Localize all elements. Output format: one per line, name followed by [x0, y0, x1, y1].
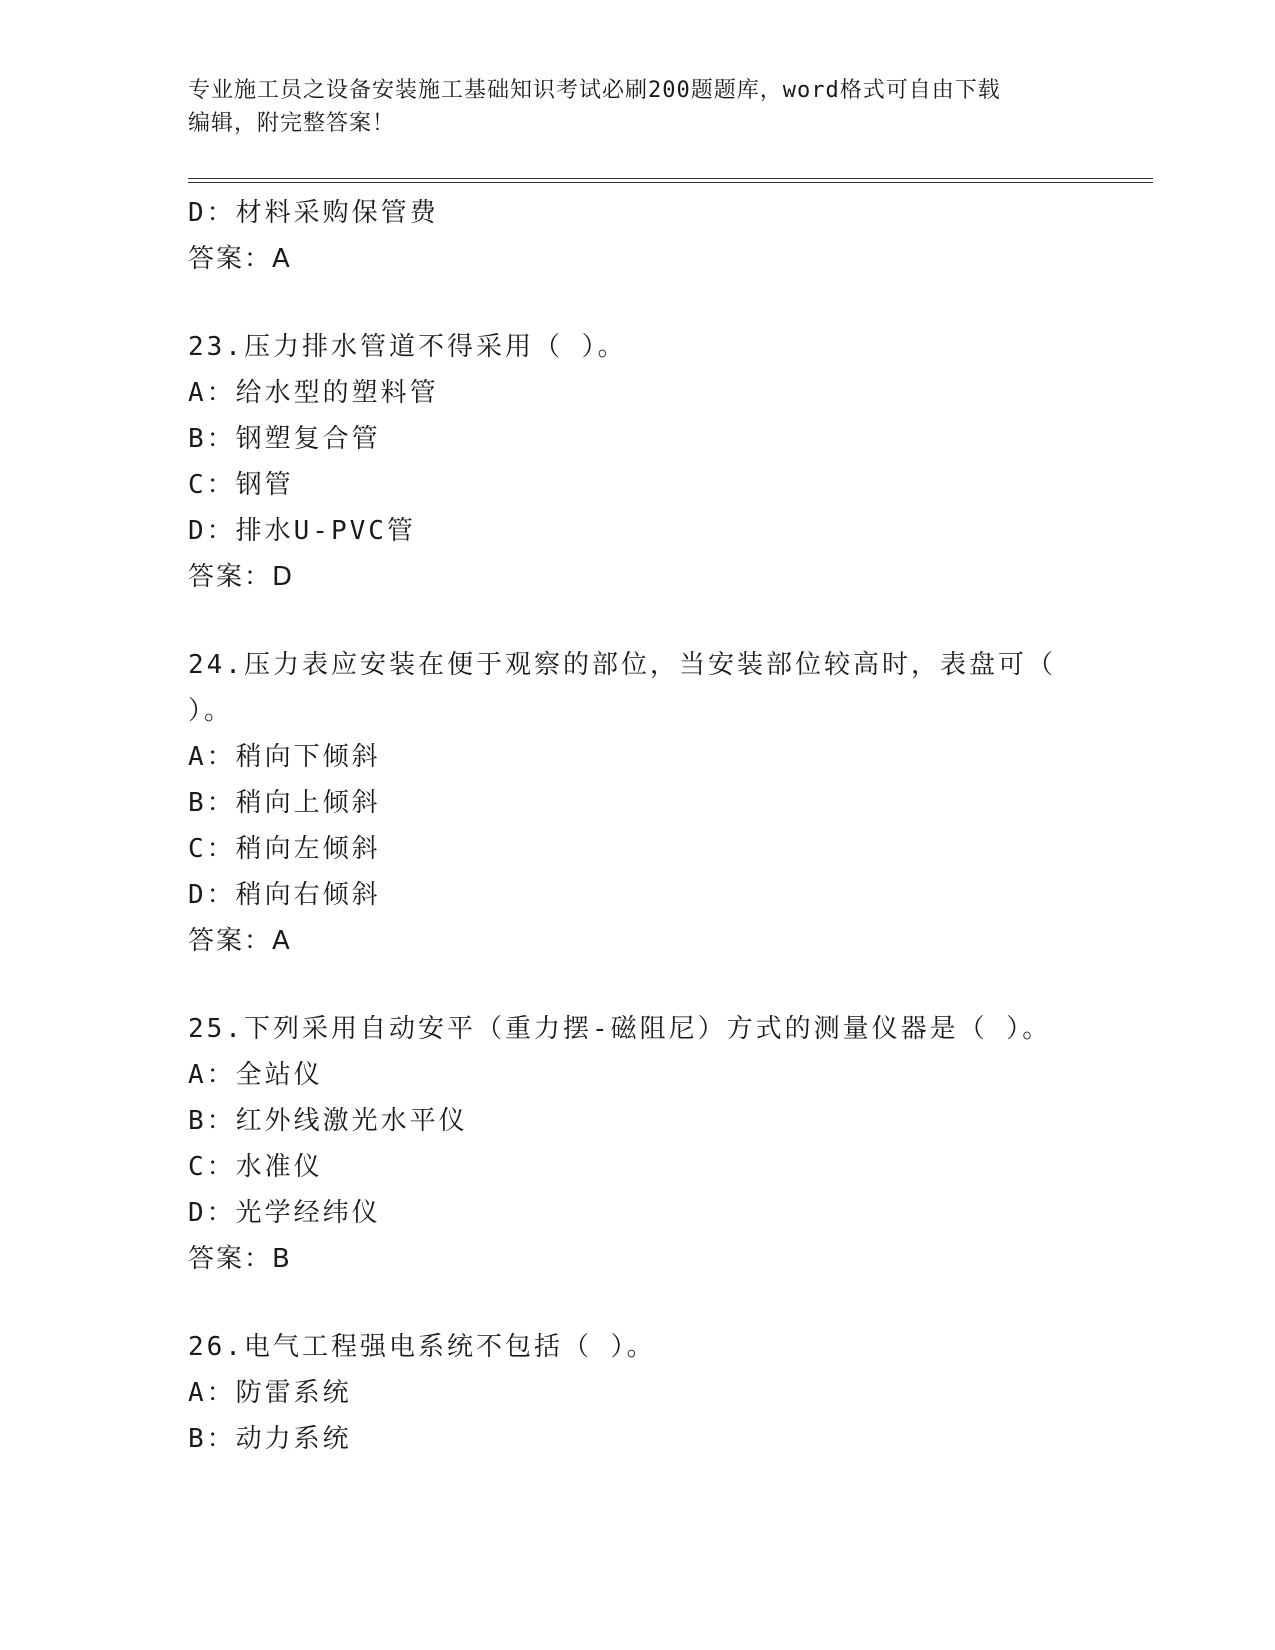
- option-b: B：动力系统: [188, 1424, 352, 1454]
- option-a: A：稍向下倾斜: [188, 742, 381, 772]
- option-b: B：稍向上倾斜: [188, 788, 381, 818]
- spacer: [188, 964, 1088, 1006]
- option-c: C：钢管: [188, 470, 294, 500]
- answer: 答案：D: [188, 562, 295, 592]
- question-stem: 24.压力表应安装在便于观察的部位，当安装部位较高时，表盘可（: [188, 650, 1056, 680]
- answer: 答案：A: [188, 926, 292, 956]
- question-stem: 26.电气工程强电系统不包括（ ）。: [188, 1332, 656, 1362]
- question-stem: 23.压力排水管道不得采用（ ）。: [188, 332, 627, 362]
- option-d: D：光学经纬仪: [188, 1198, 381, 1228]
- header-line-1: 专业施工员之设备安装施工基础知识考试必刷200题题库，word格式可自由下载: [188, 78, 1001, 103]
- header-rule-top: [188, 178, 1153, 179]
- spacer: [188, 1282, 1088, 1324]
- option-c: C：水准仪: [188, 1152, 323, 1182]
- option-c: C：稍向左倾斜: [188, 834, 381, 864]
- option-b: B：红外线激光水平仪: [188, 1106, 468, 1136]
- option-d: D：材料采购保管费: [188, 198, 439, 228]
- spacer: [188, 600, 1088, 642]
- spacer: [188, 282, 1088, 324]
- option-a: A：给水型的塑料管: [188, 378, 439, 408]
- question-stem: 25.下列采用自动安平（重力摆-磁阻尼）方式的测量仪器是（ ）。: [188, 1014, 1052, 1044]
- document-header: [188, 74, 1088, 140]
- answer: 答案：A: [188, 244, 292, 274]
- answer: 答案：B: [188, 1244, 292, 1274]
- document-body: [188, 190, 1088, 1462]
- option-b: B：钢塑复合管: [188, 424, 381, 454]
- option-d: D：排水U-PVC管: [188, 516, 416, 546]
- option-a: A：全站仪: [188, 1060, 323, 1090]
- option-d: D：稍向右倾斜: [188, 880, 381, 910]
- question-stem-cont: ）。: [188, 696, 234, 726]
- header-rule-bottom: [188, 182, 1153, 183]
- header-line-2: 编辑，附完整答案！: [188, 111, 396, 136]
- option-a: A：防雷系统: [188, 1378, 352, 1408]
